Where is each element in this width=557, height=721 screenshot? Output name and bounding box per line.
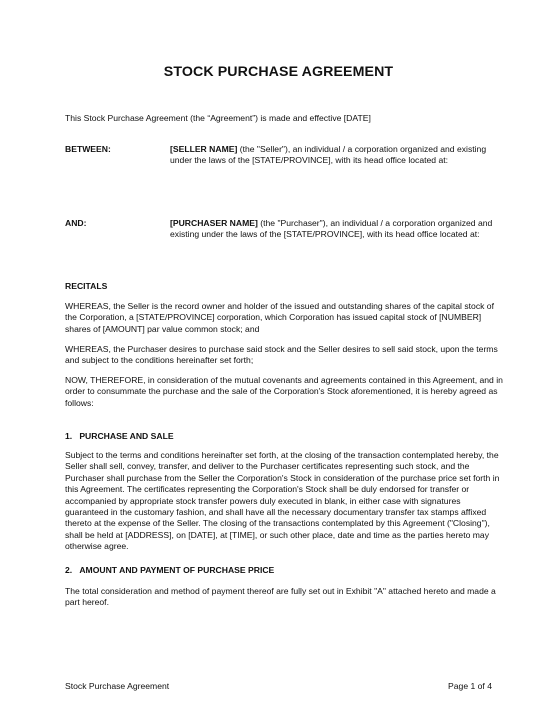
section-2-heading: 2. AMOUNT AND PAYMENT OF PURCHASE PRICE xyxy=(65,565,275,575)
footer-title: Stock Purchase Agreement xyxy=(65,681,170,691)
section-1-heading: 1. PURCHASE AND SALE xyxy=(65,431,174,441)
purchaser-name: [PURCHASER NAME] xyxy=(170,218,258,228)
intro-paragraph: This Stock Purchase Agreement (the “Agreement”) is made and effective [DATE] xyxy=(65,113,371,123)
recital-paragraph-1: WHEREAS, the Seller is the record owner and holder of the issued and outstanding shares of the capital stock of the Corporation, a [STATE/PROVINCE] corporation, which Corporation has issued capital stock of [NUMBER] shares of [AMOUNT] par value common stock; and xyxy=(65,301,494,334)
seller-name: [SELLER NAME] xyxy=(170,144,238,154)
purchaser-paragraph xyxy=(170,218,500,241)
section-2-body: The total consideration and method of payment thereof are fully set out in Exhibit "A" attached hereto and made a part hereof. xyxy=(65,586,496,608)
section-1-body: Subject to the terms and conditions hereinafter set forth, at the closing of the transaction contemplated hereby, the Seller shall sell, convey, transfer, and deliver to the Purchaser certificates representing such stock, and the Purchaser shall purchase from the Seller the Corporation's Stock in consideration of the purchase price set forth in this Agreement. The certificates representing the Corporation's Stock shall be duly endorsed for transfer or accompanied by appropriate stock transfer powers duly executed in blank, in either case with signatures guaranteed in the customary fashion, and shall have all the necessary documentary transfer tax stamps affixed thereto at the expense of the Seller. The closing of the transactions contemplated by this Agreement ("Closing"), shall be held at [ADDRESS], on [DATE], at [TIME], or such other place, date and time as the parties hereto may otherwise agree. xyxy=(65,450,500,552)
recitals-heading: RECITALS xyxy=(65,281,108,291)
page-number: Page 1 of 4 xyxy=(448,681,492,691)
and-label: AND: xyxy=(65,218,87,228)
document-title: STOCK PURCHASE AGREEMENT xyxy=(163,64,394,80)
seller-text: (the "Seller"), an individual / a corporation organized and existing under the laws of the [STATE/PROVINCE], with its head office located at: xyxy=(170,144,487,166)
recital-paragraph-2: WHEREAS, the Purchaser desires to purchase said stock and the Seller desires to sell said stock, upon the terms and subject to the conditions hereinafter set forth; xyxy=(65,344,498,366)
purchaser-text: (the "Purchaser"), an individual / a corporation organized and existing under the laws of the [STATE/PROVINCE], with its head office located at: xyxy=(170,218,493,240)
recital-paragraph-3: NOW, THEREFORE, in consideration of the mutual covenants and agreements contained in this Agreement, and in order to consummate the purchase and the sale of the Corporation's Stock aforementioned, it is hereby agreed as follows: xyxy=(65,375,503,408)
between-label: BETWEEN: xyxy=(65,144,111,154)
seller-paragraph xyxy=(170,144,500,167)
